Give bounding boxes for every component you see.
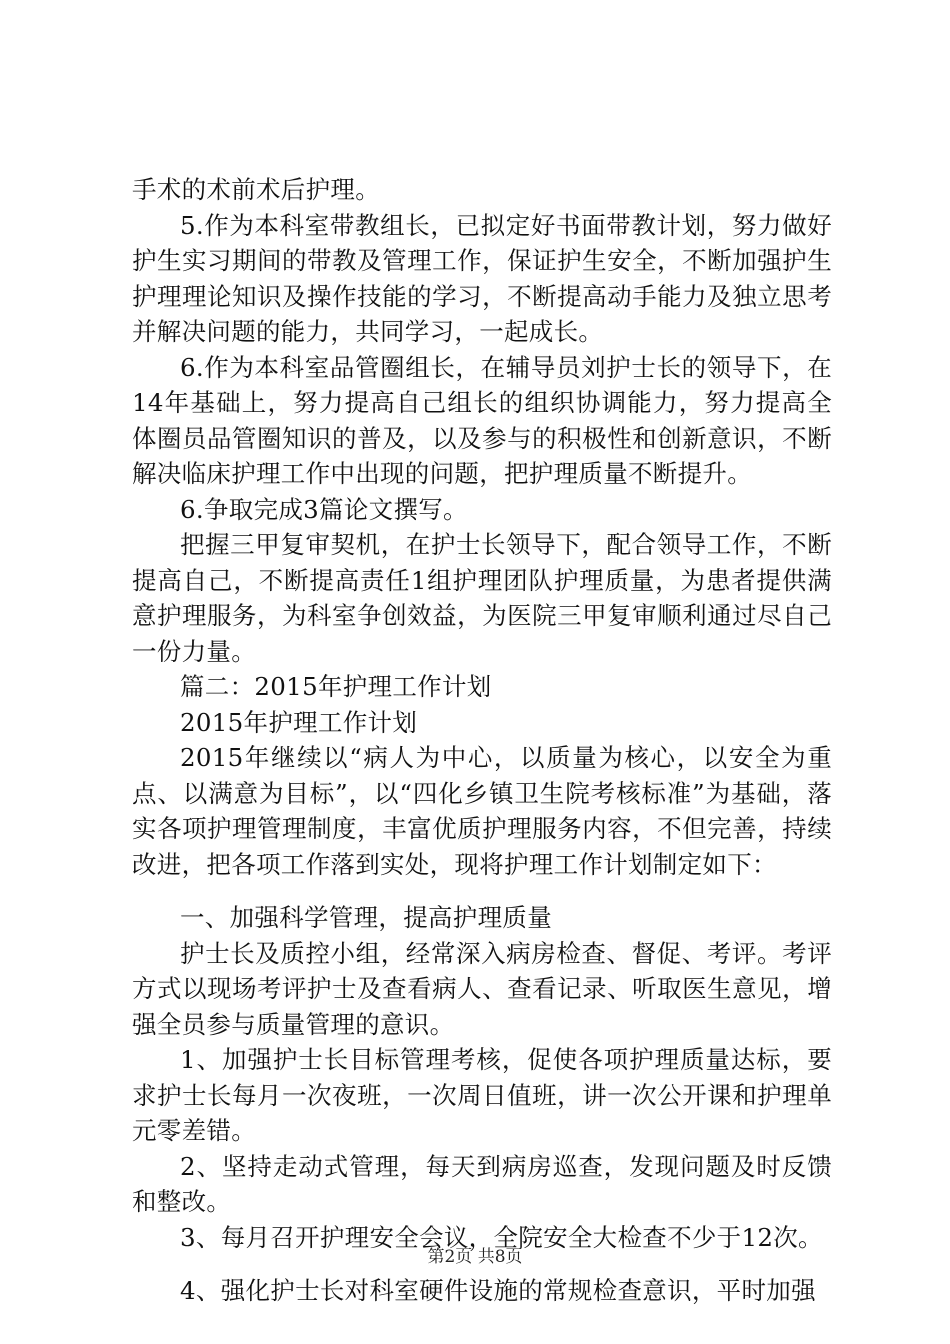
paragraph-quality: 护士长及质控小组，经常深入病房检查、督促、考评。考评方式以现场考评护士及查看病人、查看记录、听取医生意见，增强全员参与质量管理的意识。 [132, 938, 832, 1039]
paragraph-intro: 2015年继续以“病人为中心，以质量为核心，以安全为重点、以满意为目标”，以“四化乡镇卫生院考核标准”为基础，落实各项护理管理制度，丰富优质护理服务内容，不但完善，持续改进，把各项工作落到实处，现将护理工作计划制定如下： [132, 743, 832, 879]
paragraph-3: 6.作为本科室品管圈组长，在辅导员刘护士长的领导下，在14年基础上，努力提高自己组长的组织协调能力，努力提高全体圈员品管圈知识的普及，以及参与的积极性和创新意识，不断解决临床护理工作中出现的问题，把护理质量不断提升。 [132, 352, 832, 488]
paragraph-5: 把握三甲复审契机，在护士长领导下，配合领导工作，不断提高自己，不断提高责任1组护理团队护理质量，为患者提供满意护理服务，为科室争创效益，为医院三甲复审顺利通过尽自己一份力量。 [132, 530, 832, 666]
section-heading-2: 篇二：2015年护理工作计划 [180, 672, 492, 701]
list-item-4: 4、强化护士长对科室硬件设施的常规检查意识，平时加强 [180, 1276, 816, 1305]
plan-title: 2015年护理工作计划 [180, 707, 418, 737]
document-body [132, 172, 832, 1309]
paragraph-1: 手术的术前术后护理。 [132, 175, 380, 204]
list-item-3: 3、每月召开护理安全会议，全院安全大检查不少于12次。 [180, 1222, 823, 1252]
subheading-1: 一、加强科学管理，提高护理质量 [180, 903, 552, 932]
page-number: 第2页 共8页 [427, 1247, 523, 1267]
paragraph-4: 6.争取完成3篇论文撰写。 [180, 494, 468, 524]
paragraph-2: 5.作为本科室带教组长，已拟定好书面带教计划，努力做好护生实习期间的带教及管理工作，保证护生安全，不断加强护生护理理论知识及操作技能的学习，不断提高动手能力及独立思考并解决问题的能力，共同学习，一起成长。 [132, 210, 832, 346]
list-item-1: 1、加强护士长目标管理考核，促使各项护理质量达标，要求护士长每月一次夜班，一次周日值班，讲一次公开课和护理单元零差错。 [132, 1045, 832, 1145]
list-item-2: 2、坚持走动式管理，每天到病房巡查，发现问题及时反馈和整改。 [132, 1151, 832, 1216]
